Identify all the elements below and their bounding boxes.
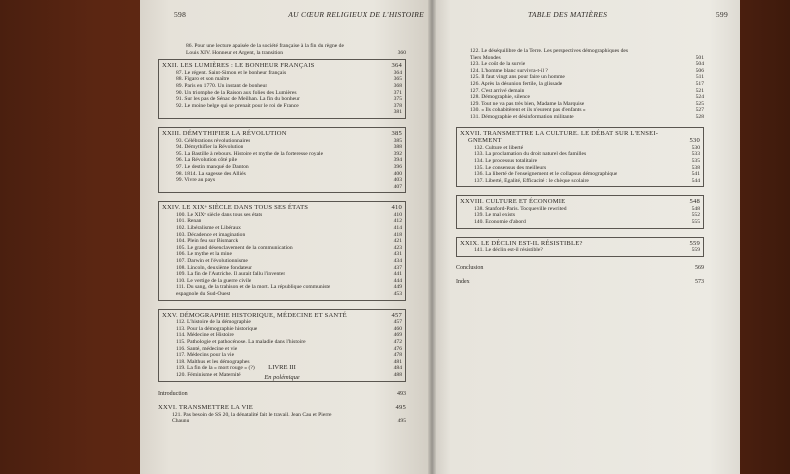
toc-item-title: 91. Sur les pas de Sénac de Meilhan. La fin du bonheur — [176, 96, 300, 103]
index-label: Index — [456, 278, 470, 285]
section-page: 548 — [689, 198, 700, 206]
toc-item-title: 93. Célébrations révolutionnaires — [176, 137, 251, 144]
toc-item-page: 535 — [691, 157, 700, 164]
toc-item-page: 548 — [691, 205, 700, 212]
section-page: 530 — [689, 137, 700, 145]
top-entry-page: 360 — [397, 49, 406, 56]
index-page: 573 — [695, 278, 704, 285]
toc-item-title: 90. Un triomphe de la Raison aux folies des Lumières — [176, 89, 297, 96]
toc-item-title: 120. Féminisme et Maternité — [176, 371, 241, 378]
section-title-text: XXVIII. CULTURE ET ÉCONOMIE — [460, 198, 566, 206]
section-title — [460, 137, 700, 145]
toc-item-title: 92. Le moine belge qui se prenait pour le roi de France — [176, 102, 299, 109]
toc-item-title: 96. La Révolution côté pile — [176, 157, 238, 164]
toc-item — [162, 177, 402, 184]
section-page: 495 — [395, 404, 406, 412]
toc-item-title: 97. Le destin manqué de Danton — [176, 163, 249, 170]
toc-item — [162, 291, 402, 298]
section-page: 410 — [391, 204, 402, 212]
section-title — [460, 240, 700, 248]
toc-item-page: 528 — [695, 113, 704, 120]
toc-item-title: 136. La liberté de l'enseignement et le collapsus démographique — [474, 171, 618, 178]
toc-item-page: 552 — [691, 212, 700, 219]
toc-item — [162, 103, 402, 110]
conclusion-page: 569 — [695, 264, 704, 271]
toc-item-title: 95. La Bastille à rebours. Histoire et mythe de la forteresse royale — [176, 150, 324, 157]
toc-item-page — [402, 412, 406, 419]
toc-item-page: 407 — [393, 183, 402, 190]
left-page-number: 598 — [174, 10, 187, 19]
toc-item-page: 403 — [393, 177, 402, 184]
toc-index — [456, 279, 704, 286]
left-page — [140, 0, 432, 474]
toc-item-title: 114. Médecine et Histoire — [176, 332, 234, 339]
toc-item-page: 388 — [393, 144, 402, 151]
toc-item-page: 441 — [393, 271, 402, 278]
toc-item-title: 104. Plein feu sur Bismarck — [176, 238, 239, 245]
toc-item-title: 115. Pathologie et pathocénose. La maladie dans l'histoire — [176, 338, 306, 345]
toc-item-title: 139. Le mal exists — [474, 212, 516, 219]
toc-item-page: 418 — [393, 231, 402, 238]
toc-item-page: 412 — [393, 218, 402, 225]
toc-conclusion — [456, 265, 704, 272]
toc-item-title: 107. Darwin et l'évolutionnisme — [176, 258, 248, 265]
toc-item — [456, 101, 704, 108]
section-title-text: XXIX. LE DÉCLIN EST-IL RÉSISTIBLE? — [460, 239, 583, 247]
toc-item-page: 538 — [691, 164, 700, 171]
section-title-text: XXVI. TRANSMETTRE LA VIE — [158, 404, 254, 412]
left-running-header — [174, 10, 424, 19]
toc-item — [162, 138, 402, 145]
toc-item-page: 525 — [695, 100, 704, 107]
toc-item — [162, 265, 402, 272]
toc-item-page: 400 — [393, 170, 402, 177]
toc-item-title: 122. Le déséquilibre de la Terre. Les perspectives démographiques des — [470, 48, 629, 54]
toc-item-title: 119. La fin de la « mort rouge » (?) — [176, 365, 255, 372]
toc-item — [162, 109, 402, 116]
toc-item — [162, 258, 402, 265]
top-entry — [158, 43, 406, 56]
toc-item-title: 113. Pour la démographie historique — [176, 325, 258, 332]
toc-item-page: 453 — [393, 291, 402, 297]
introduction-page: 493 — [397, 391, 406, 398]
section-title-text: XXIV. LE XIXᵉ SIÈCLE DANS TOUS SES ÉTATS — [162, 204, 309, 212]
toc-item-page: 469 — [393, 332, 402, 339]
toc-introduction — [158, 391, 406, 398]
section-title-text: XXVII. TRANSMETTRE LA CULTURE. LE DÉBAT SUR L'ENSEI- — [460, 129, 659, 137]
toc-item — [456, 107, 704, 114]
toc-item-title: 101. Renan — [176, 218, 202, 225]
toc-item-title: 135. Le consensus des meilleurs — [474, 164, 547, 171]
toc-item-page: 511 — [695, 74, 704, 81]
toc-item-title: 89. Paris en 1770. Un instant de bonheur — [176, 82, 268, 89]
toc-item-page: 378 — [393, 102, 402, 109]
toc-item — [162, 225, 402, 232]
toc-item-page: 444 — [393, 277, 402, 284]
toc-item-title: 100. Le XIXᵉ siècle dans tous ses états — [176, 211, 263, 218]
toc-item — [162, 70, 402, 77]
toc-item — [456, 61, 704, 68]
toc-item-title: 128. Démographie, silence — [470, 94, 530, 101]
section-title — [162, 62, 402, 70]
introduction-label: Introduction — [158, 391, 188, 398]
toc-item — [162, 319, 402, 326]
toc-item — [162, 218, 402, 225]
toc-item-page: 381 — [393, 109, 402, 116]
toc-item-title: 117. Médecins pour la vie — [176, 352, 235, 359]
top-entry-line: Louis XIV. Honneur et Argent, la transition — [186, 49, 284, 56]
toc-item-page: 506 — [695, 67, 704, 74]
toc-item-page: 431 — [393, 251, 402, 258]
toc-item-title: 126. Après la désunion fertile, la glissade — [470, 80, 563, 87]
section-title — [162, 204, 402, 212]
section-title-text: XXIII. DÉMYTHIFIER LA RÉVOLUTION — [162, 129, 287, 137]
toc-item — [162, 339, 402, 346]
toc-item — [456, 94, 704, 101]
toc-item-page — [700, 48, 704, 55]
top-entry-line: 86. Pour une lecture apaisée de la société française à la fin du règne de — [186, 43, 344, 49]
toc-item — [162, 232, 402, 239]
toc-item-title: 127. C'est arrivé demain — [470, 87, 525, 94]
toc-item-page: 533 — [691, 151, 700, 158]
toc-item-page: 476 — [393, 345, 402, 352]
toc-item-title: 123. Le coût de la survie — [470, 61, 526, 68]
right-running-title: TABLE DES MATIÈRES — [528, 10, 608, 19]
toc-section — [158, 127, 406, 193]
right-toc — [456, 48, 704, 286]
toc-item-title: 99. Vivre au pays — [176, 177, 216, 184]
toc-section — [456, 195, 704, 228]
toc-item — [460, 165, 700, 172]
toc-item-title: 138. Stanford-Paris. Tocqueville rewrited — [474, 205, 567, 212]
toc-item — [158, 418, 406, 425]
toc-item-page: 555 — [691, 219, 700, 226]
toc-section — [456, 127, 704, 188]
section-title-text: XXII. LES LUMIÈRES : LE BONHEUR FRANÇAIS — [162, 62, 315, 70]
toc-item-title: 112. L'histoire de la démographie — [176, 319, 251, 326]
section-title — [162, 312, 402, 320]
toc-item-title: 102. Libéralisme et Libéraux — [176, 225, 241, 232]
toc-item-page: 521 — [695, 87, 704, 94]
toc-item — [460, 145, 700, 152]
toc-item — [162, 284, 402, 291]
right-running-header — [528, 10, 728, 19]
toc-item — [460, 171, 700, 178]
toc-item — [162, 271, 402, 278]
toc-item-page: 541 — [691, 171, 700, 178]
toc-item-title: Tiers Mondes — [470, 54, 501, 61]
toc-item — [162, 96, 402, 103]
toc-item-title: 87. Le régent. Saint-Simon et le bonheur français — [176, 69, 287, 76]
toc-item-page: 368 — [393, 82, 402, 89]
toc-item — [162, 238, 402, 245]
toc-item-title: 116. Santé, médecine et vie — [176, 345, 238, 352]
toc-item — [162, 144, 402, 151]
toc-item — [456, 88, 704, 95]
section-page: 385 — [391, 129, 402, 137]
toc-item-page: 394 — [393, 157, 402, 164]
toc-item — [162, 332, 402, 339]
toc-item-title: 88. Figaro et son maître — [176, 76, 230, 83]
toc-item-title: 141. Le déclin est-il résistible? — [474, 247, 543, 254]
toc-item-page: 365 — [393, 76, 402, 83]
toc-item-page: 375 — [393, 96, 402, 103]
toc-section — [158, 59, 406, 119]
left-running-title: AU CŒUR RELIGIEUX DE L'HISTOIRE — [288, 10, 424, 19]
toc-item — [162, 76, 402, 83]
toc-item-page: 392 — [393, 150, 402, 157]
toc-item — [162, 346, 402, 353]
toc-item-page: 484 — [393, 365, 402, 372]
toc-item-page: 544 — [691, 177, 700, 184]
toc-item-title: 111. Du sang, de la trahison et de la mort. La république communiste — [176, 284, 331, 291]
toc-item-page: 517 — [695, 80, 704, 87]
section-title — [162, 130, 402, 138]
toc-item-title: 110. Le vertige de la guerre civile — [176, 277, 252, 284]
toc-item — [456, 74, 704, 81]
toc-section — [158, 404, 406, 425]
toc-item-title: 125. Il faut vingt ans pour faire un homme — [470, 74, 565, 81]
conclusion-label: Conclusion — [456, 264, 484, 271]
toc-item-page: 495 — [397, 418, 406, 425]
toc-item — [456, 68, 704, 75]
section-title — [460, 198, 700, 206]
toc-item — [162, 83, 402, 90]
livre-subtitle: En polémique — [264, 373, 300, 381]
toc-item-page: 559 — [691, 247, 700, 254]
toc-item-page: 530 — [691, 144, 700, 151]
toc-item-title: 108. Lincoln, deuxième fondateur — [176, 264, 252, 271]
toc-item — [456, 55, 704, 62]
toc-item-page: 457 — [393, 319, 402, 326]
toc-item-page: 410 — [393, 211, 402, 218]
toc-item-title: Chaunu — [172, 418, 190, 425]
toc-item — [456, 48, 704, 55]
toc-item — [456, 114, 704, 121]
left-toc — [158, 43, 406, 390]
toc-item-title: 103. Décadence et imagination — [176, 231, 246, 238]
toc-item-page: 396 — [393, 163, 402, 170]
toc-item — [162, 164, 402, 171]
toc-item-page: 364 — [393, 69, 402, 76]
right-page-number: 599 — [715, 10, 728, 19]
toc-section — [158, 201, 406, 300]
toc-item — [162, 352, 402, 359]
toc-item — [456, 81, 704, 88]
section-title-text: XXV. DÉMOGRAPHIE HISTORIQUE, MÉDECINE ET SANTÉ — [162, 311, 347, 319]
toc-item-page: 449 — [393, 284, 402, 291]
toc-item-page: 504 — [695, 61, 704, 68]
toc-item — [162, 212, 402, 219]
toc-section — [456, 237, 704, 257]
toc-item-title: 132. Culture et liberté — [474, 144, 524, 151]
toc-item-page: 524 — [695, 94, 704, 101]
toc-item-title: 129. Tout ne va pas très bien, Madame la Marquise — [470, 100, 585, 107]
toc-item — [158, 412, 406, 419]
toc-item-page: 460 — [393, 325, 402, 332]
toc-item — [460, 219, 700, 226]
livre-block — [158, 365, 406, 433]
toc-item-page: 478 — [393, 352, 402, 359]
toc-item — [162, 251, 402, 258]
toc-item — [460, 158, 700, 165]
toc-item — [162, 157, 402, 164]
toc-item — [162, 151, 402, 158]
toc-item — [162, 245, 402, 252]
toc-item — [162, 90, 402, 97]
toc-item-page: 434 — [393, 258, 402, 265]
toc-item — [460, 178, 700, 185]
section-title-text: GNEMENT — [468, 137, 502, 145]
toc-item-title: 94. Démythifier la Révolution — [176, 144, 244, 151]
toc-item-title: 124. L'homme blanc survivra-t-il ? — [470, 67, 548, 74]
toc-item-page: 481 — [393, 358, 402, 365]
section-page: 559 — [689, 239, 700, 247]
toc-item-title: 106. Le mythe et la mine — [176, 251, 232, 258]
toc-item-page: 385 — [393, 137, 402, 144]
toc-item-page: 414 — [393, 225, 402, 232]
toc-item-title: 131. Démographie et désinformation militante — [470, 113, 574, 120]
right-page — [432, 0, 740, 474]
toc-item — [162, 278, 402, 285]
toc-item — [162, 326, 402, 333]
section-page: 364 — [391, 62, 402, 70]
toc-item — [162, 171, 402, 178]
section-page: 457 — [391, 311, 402, 319]
toc-item — [460, 151, 700, 158]
toc-item-title: 133. La proclamation du droit naturel des familles — [474, 151, 587, 158]
toc-item-page: 423 — [393, 244, 402, 251]
toc-item-title: 118. Malthus et les démographes — [176, 358, 250, 365]
toc-item — [460, 247, 700, 254]
toc-item-title: 140. Économie d'abord — [474, 219, 526, 226]
toc-item-title: 137. Liberté, Égalité, Efficacité : le chèque scolaire — [474, 177, 589, 184]
toc-item-title: 130. « Ils cohabitèrent et ils n'eurent pas d'enfants » — [470, 107, 586, 114]
livre-heading: LIVRE III — [268, 364, 296, 371]
toc-item — [162, 184, 402, 191]
toc-item-page: 501 — [695, 54, 704, 61]
toc-item — [460, 206, 700, 213]
toc-item — [460, 212, 700, 219]
toc-item-title: 105. Le grand désenclavement de la communication — [176, 244, 293, 251]
toc-item-page: 488 — [393, 371, 402, 378]
toc-item-title: 121. Pas besoin de SS 20, la dénatalité fait le travail. Jean Cau et Pierre — [172, 411, 332, 418]
section-title — [158, 404, 406, 412]
toc-item-page: 527 — [695, 107, 704, 114]
toc-item-title: 98. 1814. La sagesse des Alliés — [176, 170, 246, 177]
toc-item-page: 421 — [393, 238, 402, 245]
toc-item-page: 371 — [393, 89, 402, 96]
book-gutter — [428, 0, 436, 474]
toc-item-page: 437 — [393, 264, 402, 271]
toc-item-title: 134. Le processus totalitaire — [474, 157, 538, 164]
toc-item-title: 109. La fin de l'Autriche. Il aurait fallu l'inventer — [176, 271, 286, 278]
toc-item-title: espagnole du Sud-Ouest — [176, 291, 231, 297]
section-title — [460, 130, 700, 138]
toc-item-page: 472 — [393, 338, 402, 345]
